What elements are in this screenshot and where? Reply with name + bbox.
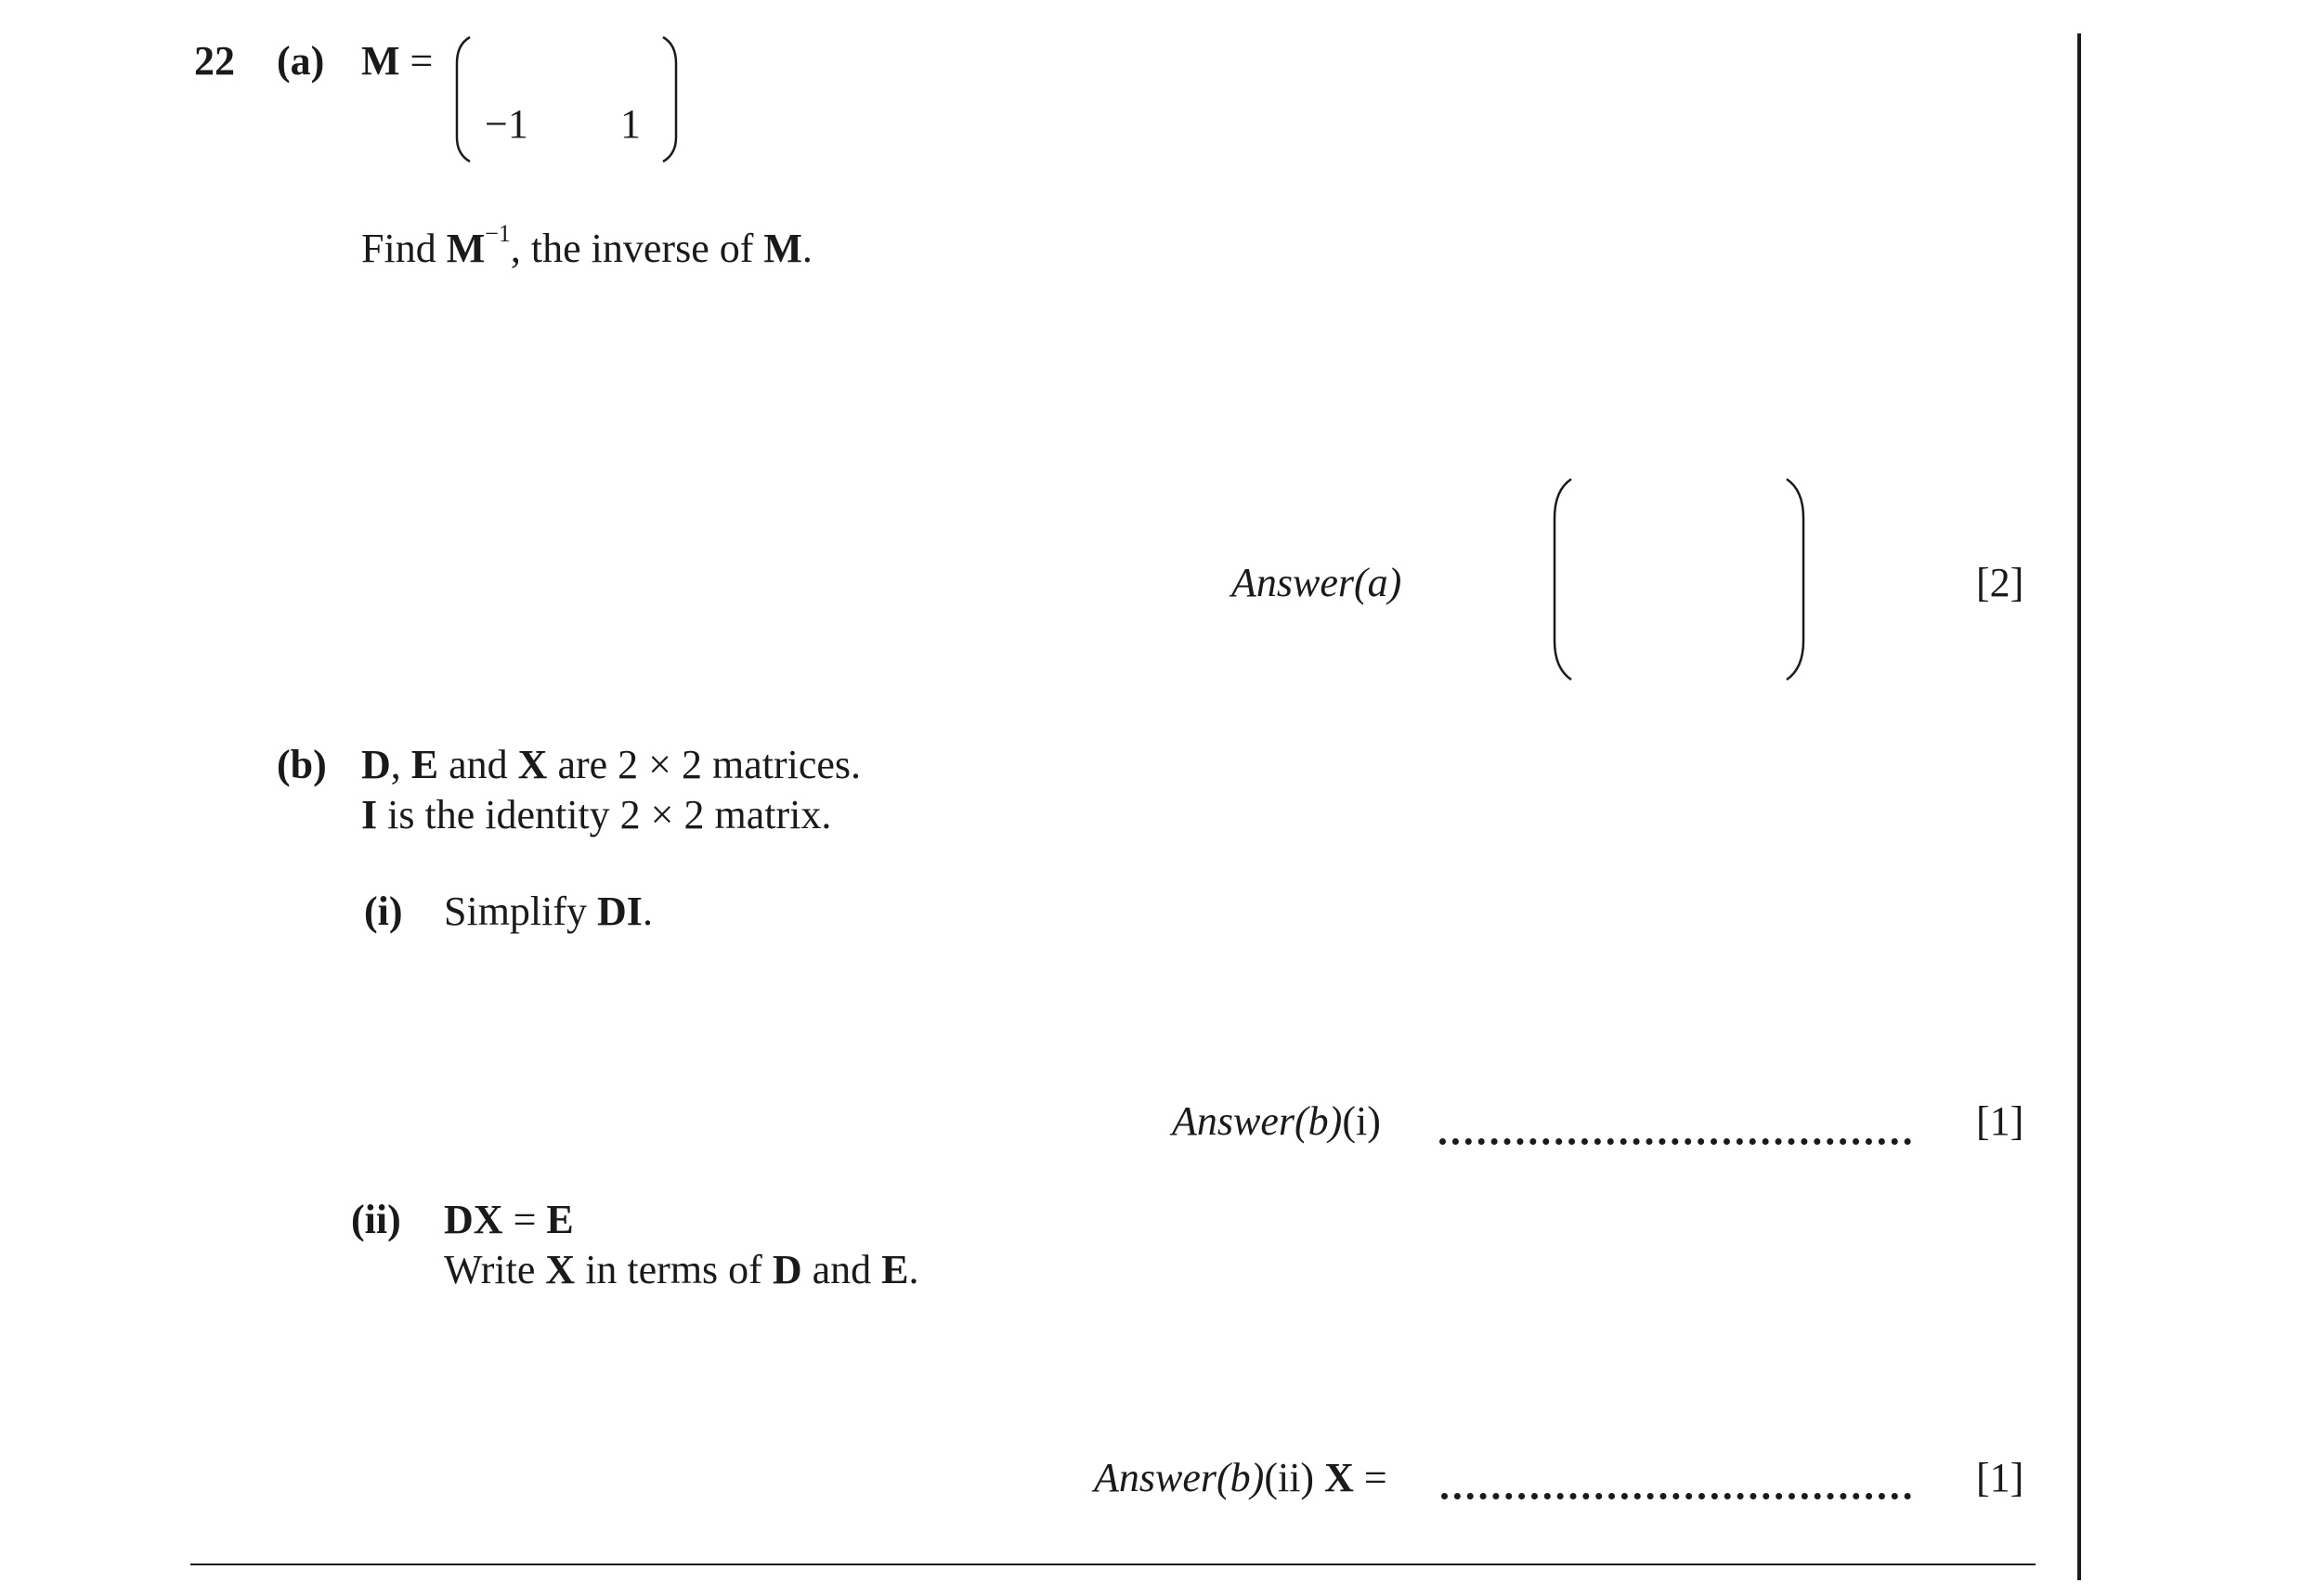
part-b-i-label: (i) xyxy=(364,889,403,934)
part-b-label: (b) xyxy=(277,742,327,787)
part-b-ii-label: (ii) xyxy=(351,1197,401,1242)
answer-a-input-area[interactable] xyxy=(1579,483,1779,676)
answer-b-i-label: Answer(b)(i) xyxy=(1172,1098,1381,1144)
part-b-intro-line1: D, E and X are 2 × 2 matrices. xyxy=(361,742,862,787)
matrix-m-right-bracket xyxy=(656,35,683,163)
answer-b-ii-label: Answer(b)(ii) X = xyxy=(1094,1455,1387,1500)
right-margin-line xyxy=(2077,33,2081,1580)
answer-b-ii-dotted-line[interactable] xyxy=(1441,1493,1911,1499)
bottom-rule xyxy=(190,1564,2036,1565)
answer-a-left-bracket xyxy=(1547,477,1577,681)
matrix-m-entry-22: 1 xyxy=(620,101,641,147)
marks-b-i: [1] xyxy=(1976,1098,2024,1144)
matrix-m-left-bracket xyxy=(449,35,477,163)
marks-b-ii: [1] xyxy=(1976,1455,2024,1500)
part-b-ii-prompt: Write X in terms of D and E. xyxy=(444,1247,919,1292)
answer-a-label: Answer(a) xyxy=(1231,560,1402,605)
part-a-label: (a) xyxy=(277,38,325,84)
part-b-ii-equation: DX = E xyxy=(444,1197,574,1242)
question-number: 22 xyxy=(194,38,235,84)
part-b-i-prompt: Simplify DI. xyxy=(444,889,653,934)
answer-a-right-bracket xyxy=(1781,477,1811,681)
part-b-intro-line2: I is the identity 2 × 2 matrix. xyxy=(361,792,832,837)
marks-a: [2] xyxy=(1976,560,2024,605)
answer-b-i-dotted-line[interactable] xyxy=(1439,1138,1911,1145)
part-a-prompt: Find $M^{-1}$, the inverse of M. xyxy=(361,220,813,271)
matrix-m-definition: M = xyxy=(361,38,434,84)
matrix-m-entry-21: −1 xyxy=(485,101,528,147)
